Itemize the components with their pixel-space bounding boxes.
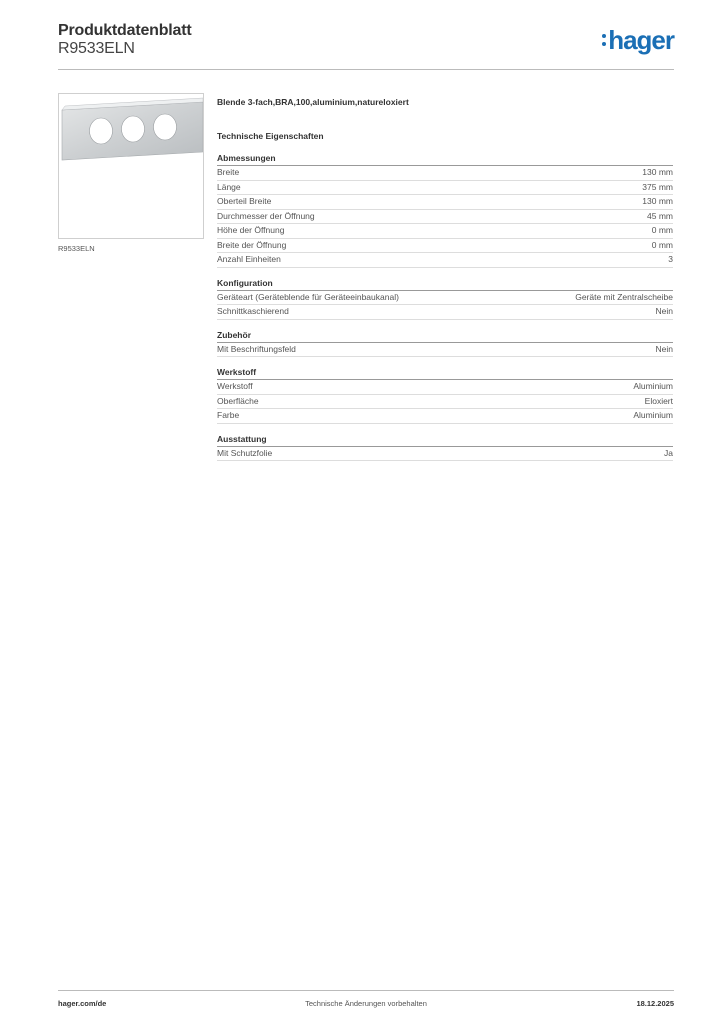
property-label: Durchmesser der Öffnung — [217, 210, 315, 221]
property-label: Farbe — [217, 410, 240, 420]
image-caption: R9533ELN — [58, 244, 95, 253]
property-value: Ja — [664, 447, 673, 458]
table-row — [217, 253, 673, 268]
property-label: Länge — [217, 181, 241, 192]
section-title: Ausstattung — [217, 433, 673, 447]
section-title: Werkstoff — [217, 366, 673, 380]
product-details — [217, 95, 673, 461]
table-row — [217, 181, 673, 196]
property-value: 0 mm — [651, 225, 673, 235]
property-label: Breite der Öffnung — [217, 239, 287, 250]
section-title: Konfiguration — [217, 277, 673, 291]
property-value: Geräte mit Zentralscheibe — [575, 291, 673, 302]
property-value: 45 mm — [647, 210, 673, 221]
page-header — [58, 20, 674, 70]
table-row — [217, 166, 673, 181]
property-value: 0 mm — [651, 239, 673, 250]
property-label: Oberfläche — [217, 395, 259, 406]
table-row — [217, 224, 673, 239]
section-werkstoff — [217, 366, 673, 424]
property-value: Nein — [655, 306, 673, 316]
footer-date: 18.12.2025 — [636, 999, 674, 1008]
table-row — [217, 210, 673, 225]
property-value: Nein — [655, 343, 673, 354]
section-konfiguration — [217, 277, 673, 320]
property-label: Breite — [217, 167, 240, 177]
section-zubehoer — [217, 329, 673, 358]
property-value: 375 mm — [642, 181, 673, 192]
property-label: Geräteart (Geräteblende für Geräteeinbaukanal) — [217, 291, 399, 302]
product-code: R9533ELN — [58, 40, 135, 57]
table-row — [217, 343, 673, 358]
header-divider — [58, 69, 674, 70]
property-label: Mit Schutzfolie — [217, 447, 273, 458]
property-label: Werkstoff — [217, 381, 253, 391]
table-row — [217, 380, 673, 395]
section-ausstattung — [217, 433, 673, 462]
page-footer — [58, 990, 674, 1011]
table-row — [217, 239, 673, 254]
property-label: Mit Beschriftungsfeld — [217, 343, 296, 354]
property-value: Aluminium — [633, 410, 673, 420]
property-value: 3 — [668, 254, 673, 264]
product-image — [58, 93, 204, 239]
property-label: Schnittkaschierend — [217, 306, 289, 316]
table-row — [217, 409, 673, 424]
property-label: Anzahl Einheiten — [217, 254, 281, 264]
footer-website-link[interactable]: hager.com/de — [58, 999, 107, 1008]
property-value: 130 mm — [642, 196, 673, 206]
technical-properties-heading: Technische Eigenschaften — [217, 131, 324, 141]
property-value: 130 mm — [642, 167, 673, 177]
footer-disclaimer: Technische Änderungen vorbehalten — [305, 999, 427, 1008]
property-value: Eloxiert — [644, 395, 673, 406]
page-title: Produktdatenblatt — [58, 22, 192, 39]
product-description: Blende 3-fach,BRA,100,aluminium,natureloxiert — [217, 97, 409, 107]
hager-logo — [602, 26, 674, 54]
property-label: Höhe der Öffnung — [217, 225, 285, 235]
table-row — [217, 447, 673, 462]
cover-plate-icon — [59, 94, 203, 238]
table-row — [217, 395, 673, 410]
table-row — [217, 305, 673, 320]
table-row — [217, 195, 673, 210]
section-title: Abmessungen — [217, 152, 673, 166]
logo-text: hager — [608, 25, 674, 55]
property-label: Oberteil Breite — [217, 196, 272, 206]
table-row — [217, 291, 673, 306]
section-abmessungen — [217, 152, 673, 268]
logo-dots-icon — [602, 32, 606, 48]
section-title: Zubehör — [217, 329, 673, 343]
property-value: Aluminium — [633, 381, 673, 391]
